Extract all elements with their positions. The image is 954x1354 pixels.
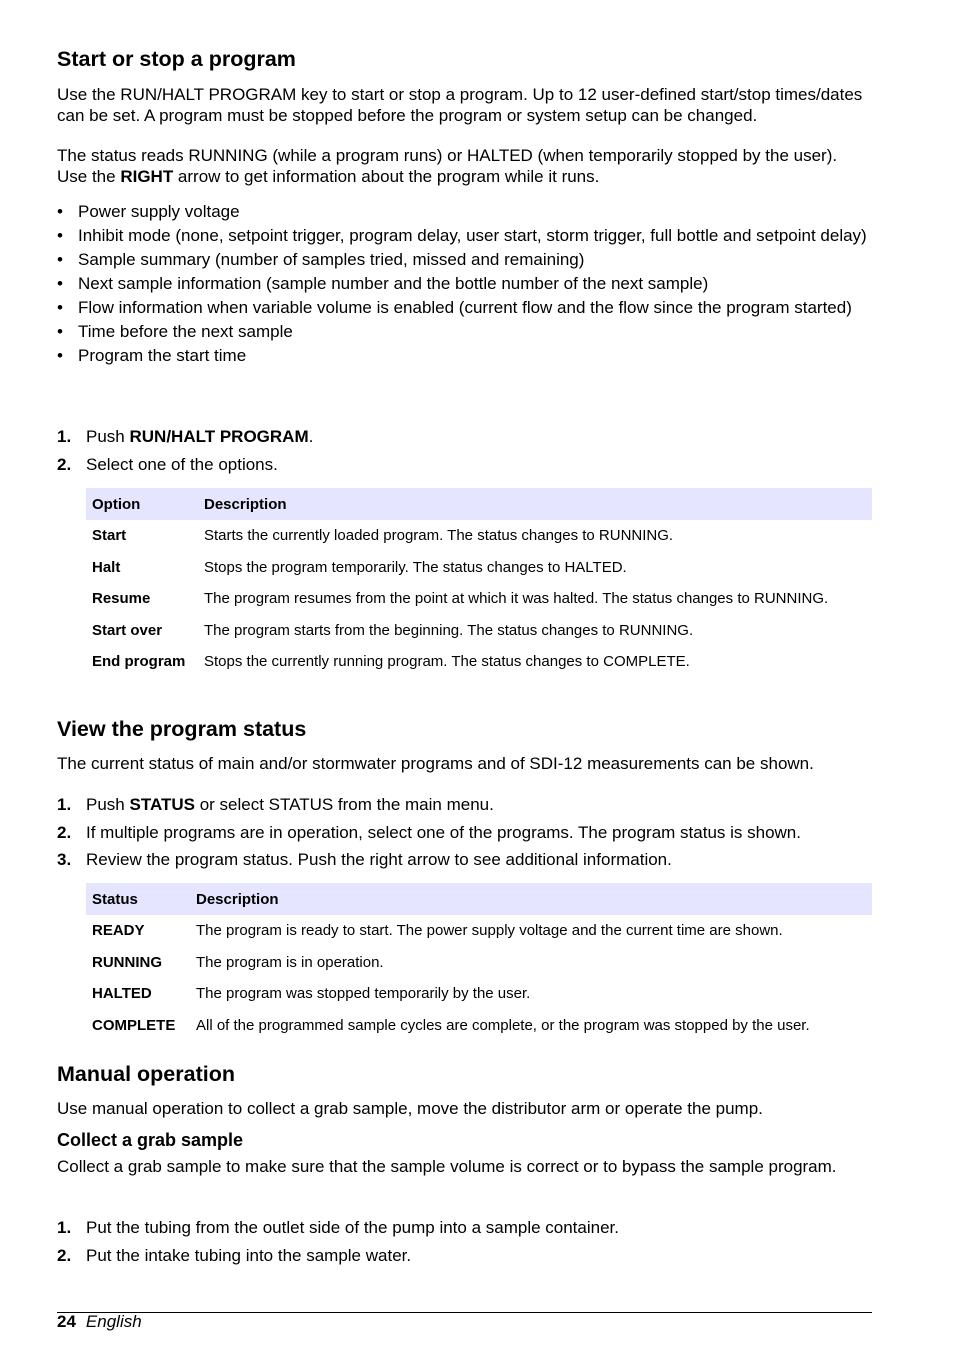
footer-language: English [85,1312,142,1331]
list-item: • Inhibit mode (none, setpoint trigger, program delay, user start, storm trigger, full bottle and setpoint delay) [57,226,867,245]
paragraph-status: The status reads RUNNING (while a program runs) or HALTED (when temporarily stopped by the user). Use the RIGHT arrow to get information about the program while it runs. [57,146,838,186]
paragraph-grab-sample: Collect a grab sample to make sure that the sample volume is correct or to bypass the sample program. [57,1157,837,1176]
steps-view-status [57,795,872,878]
table-row: RUNNING The program is in operation. [92,953,384,971]
paragraph-intro: Use the RUN/HALT PROGRAM key to start or stop a program. Up to 12 user-defined start/stop times/dates can be set. A program must be stopped before the program or system setup can be changed. [57,85,863,125]
table-row: READY The program is ready to start. The power supply voltage and the current time are shown. [92,922,783,939]
table-header-row [86,488,872,520]
section-title-start-stop: Start or stop a program [57,47,296,71]
list-item: • Power supply voltage [57,202,240,221]
page-number: 24 [57,1312,76,1331]
step-item: 1. Push STATUS or select STATUS from the main menu. [57,795,494,814]
step-item: 1. Put the tubing from the outlet side of the pump into a sample container. [57,1218,619,1237]
table-row: HALTED The program was stopped temporarily by the user. [92,985,531,1002]
table-row: Halt Stops the program temporarily. The status changes to HALTED. [92,558,627,576]
bold-right: RIGHT [120,166,174,186]
footer-divider [57,1312,872,1313]
column-header-option: Option [86,488,198,520]
list-item: • Program the start time [57,346,247,365]
column-header-status: Status [86,883,190,915]
list-item: • Sample summary (number of samples tried, missed and remaining) [57,250,585,269]
status-table [86,883,872,1041]
list-item: • Flow information when variable volume is enabled (current flow and the flow since the program started) [57,298,852,317]
table-row: Resume The program resumes from the point at which it was halted. The status changes to RUNNING. [92,590,829,607]
table-row: Start over The program starts from the beginning. The status changes to RUNNING. [92,621,694,639]
list-item: • Next sample information (sample number and the bottle number of the next sample) [57,274,709,293]
options-table [86,488,872,678]
step-item: 2. Put the intake tubing into the sample water. [57,1245,412,1265]
column-header-description: Description [198,488,872,520]
table-row: COMPLETE All of the programmed sample cycles are complete, or the program was stopped by the user. [92,1016,810,1034]
paragraph-status-intro: The current status of main and/or stormwater programs and of SDI-12 measurements can be shown. [57,754,814,773]
step-item: 1. Push RUN/HALT PROGRAM. [57,427,314,446]
column-header-description: Description [190,883,872,915]
step-item: 3. Review the program status. Push the right arrow to see additional information. [57,850,672,869]
steps-grab-sample [57,1218,872,1273]
info-bullet-list [57,202,872,370]
table-row: Start Starts the currently loaded program. The status changes to RUNNING. [92,527,674,544]
section-title-manual-operation: Manual operation [57,1062,235,1086]
list-item: • Time before the next sample [57,322,293,341]
page-footer [57,1312,142,1332]
steps-start-stop [57,427,872,482]
table-header-row [86,883,872,915]
paragraph-manual-intro: Use manual operation to collect a grab sample, move the distributor arm or operate the pump. [57,1099,763,1118]
table-row: End program Stops the currently running program. The status changes to COMPLETE. [92,653,690,670]
step-item: 2. Select one of the options. [57,454,278,474]
subsection-title-grab-sample: Collect a grab sample [57,1130,244,1150]
step-item: 2. If multiple programs are in operation, select one of the programs. The program status is shown. [57,822,801,842]
section-title-view-status: View the program status [57,717,307,741]
